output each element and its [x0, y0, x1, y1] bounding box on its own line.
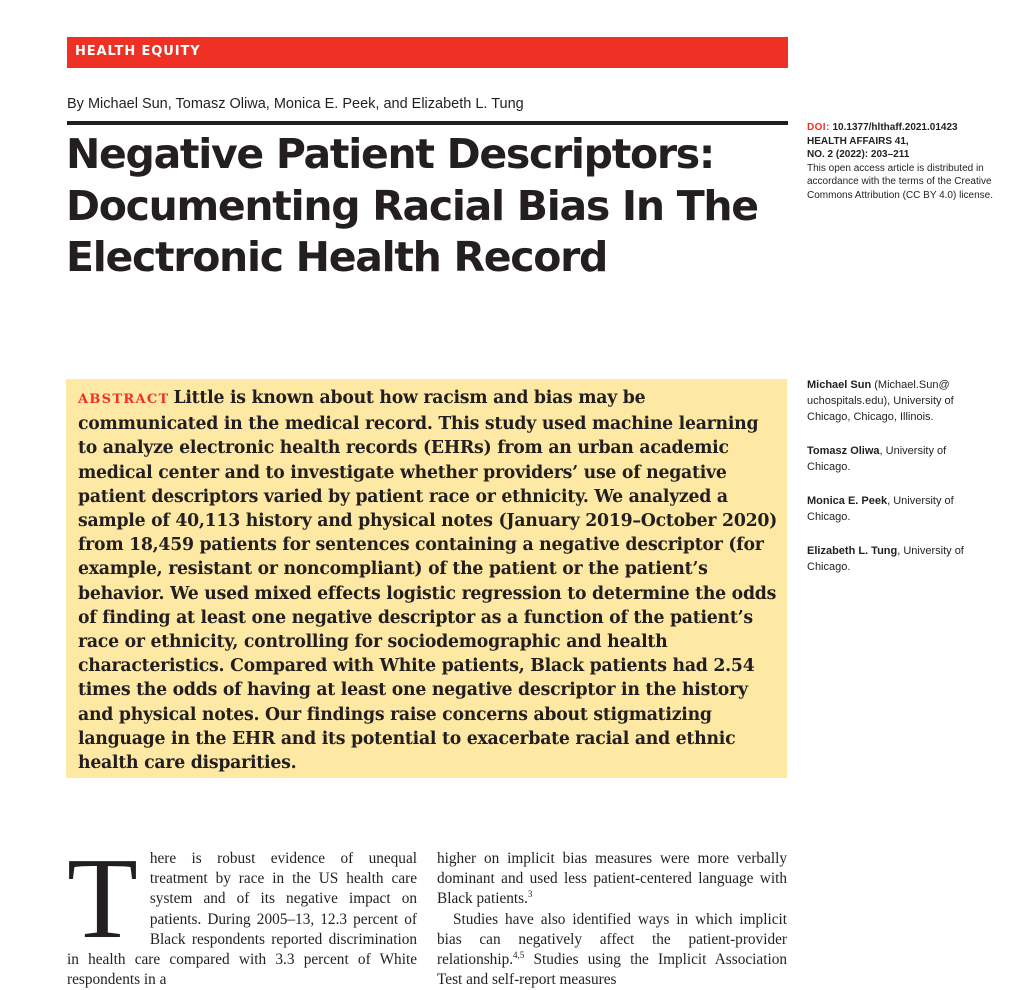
- body-text: higher on implicit bias measures were more verbally dominant and used less patient-centered language with Black patients.: [437, 850, 787, 908]
- citation-block: [807, 121, 997, 203]
- author-item: [807, 443, 982, 475]
- body-paragraph: [437, 910, 787, 990]
- author-name: Michael Sun: [807, 379, 872, 391]
- author-name: Elizabeth L. Tung: [807, 545, 898, 557]
- author-affiliations: [807, 377, 982, 593]
- author-affiliation: (Michael.Sun@ uchospitals.edu), University of Chicago, Chicago, Illinois.: [807, 379, 954, 423]
- body-text: Studies using the Implicit Association Test and self-report measures: [437, 951, 787, 989]
- body-text: Studies have also identified ways in which implicit bias can negatively affect the patient-provider relationship.: [437, 910, 787, 969]
- section-banner: [67, 37, 788, 68]
- author-name: Monica E. Peek: [807, 495, 888, 507]
- body-column-2: [437, 849, 787, 990]
- journal-volume: HEALTH AFFAIRS 41,: [807, 135, 909, 147]
- author-affiliation: , University of Chicago.: [807, 445, 947, 473]
- section-label: HEALTH EQUITY: [75, 44, 201, 59]
- body-paragraph: here is robust evidence of unequal treatment by race in the US health care system and of its negative impact on patients. During 2005–13, 12.3 percent of Black respondents reported discrimination in health care compared with 3.3 percent of White respondents in a: [67, 850, 417, 989]
- author-affiliation: , University of Chicago.: [807, 545, 964, 573]
- abstract: [78, 386, 778, 775]
- author-item: [807, 377, 982, 425]
- body-paragraph: [437, 850, 787, 907]
- journal-issue: NO. 2 (2022): 203–211: [807, 149, 910, 161]
- doi-link[interactable]: 10.1377/hlthaff.2021.01423: [832, 122, 958, 133]
- article-title: Negative Patient Descriptors: Documenting Racial Bias In The Electronic Health Record: [66, 130, 758, 281]
- license-note: This open access article is distributed in accordance with the terms of the Creative Commons Attribution (CC BY 4.0) license.: [807, 162, 994, 201]
- author-name: Tomasz Oliwa: [807, 445, 880, 457]
- title-rule: [67, 121, 788, 125]
- footnote-ref[interactable]: 4,5: [513, 950, 525, 961]
- abstract-body: Little is known about how racism and bias may be communicated in the medical record. This study used machine learning to analyze electronic health records (EHRs) from an urban academic medical center and to investigate whether providers’ use of negative patient descriptors varied by patient race or ethnicity. We analyzed a sample of 40,113 history and physical notes (January 2019–October 2020) from 18,459 patients for sentences containing a negative descriptor (for example, resistant or noncompliant) of the patient or the patient’s behavior. We used mixed effects logistic regression to determine the odds of finding at least one negative descriptor as a function of the patient’s race or ethnicity, controlling for sociodemographic and health characteristics. Compared with White patients, Black patients had 2.54 times the odds of having at least one negative descriptor in the history and physical notes. Our findings raise concerns about stigmatizing language in the EHR and its potential to exacerbate racial and ethnic health care disparities.: [78, 388, 778, 774]
- author-item: [807, 493, 982, 525]
- author-item: [807, 543, 982, 575]
- author-affiliation: , University of Chicago.: [807, 495, 954, 523]
- body-column-1: [67, 835, 417, 990]
- abstract-label: ABSTRACT: [78, 392, 170, 407]
- footnote-ref[interactable]: 3: [527, 889, 533, 900]
- drop-cap: T: [67, 835, 138, 963]
- doi-label: DOI:: [807, 122, 830, 133]
- byline: By Michael Sun, Tomasz Oliwa, Monica E. Peek, and Elizabeth L. Tung: [67, 96, 524, 112]
